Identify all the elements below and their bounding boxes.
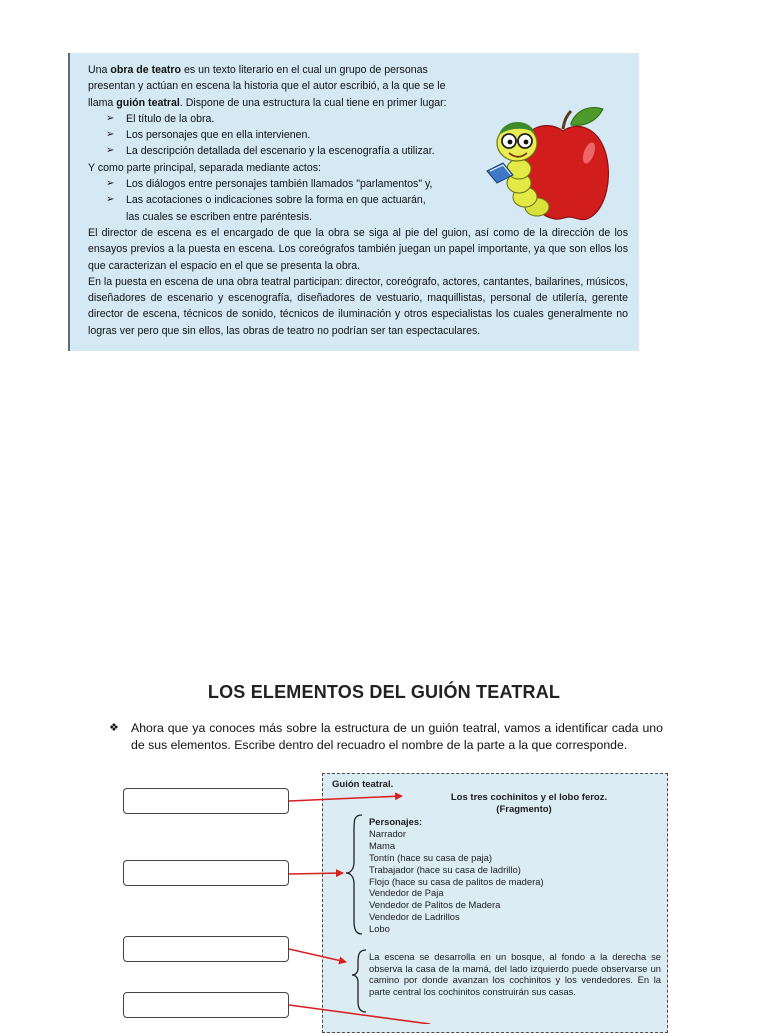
- intro-text-2: es un texto literario en el cual un grupo de personas presentan y actúan en escena la historia que el autor escribió, a la que se le llama: [88, 64, 446, 109]
- arrow-bullet-icon: ➢: [106, 129, 115, 141]
- answer-box-stage-direction[interactable]: [123, 936, 289, 962]
- character-item: Trabajador (hace su casa de ladrillo): [369, 863, 521, 875]
- answer-box-title[interactable]: [123, 788, 289, 814]
- character-item: Vendedor de Ladrillos: [369, 911, 460, 923]
- puesta-paragraph: En la puesta en escena de una obra teatral participan: director, coreógrafo, actores, cantantes, bailarines, músicos, diseñadores de escenario y escenografía, diseñadores de vestuario, maquillistas, personal de utilería, gerente director de escena, técnicos de sonido, técnicos de iluminación y otros especialistas los cuales generalmente no logras ver pero que sin ellos, las obras de teatro no podrían ser tan espectaculares.: [88, 275, 629, 337]
- intro-text-3: . Dispone de una estructura la cual tiene en primer lugar:: [179, 96, 447, 109]
- term-guion-teatral: guión teatral: [116, 96, 180, 109]
- acts-list: [88, 176, 481, 225]
- list-item: [106, 176, 481, 192]
- diamond-bullet-icon: ❖: [109, 722, 119, 734]
- character-item: Vendedor de Palitos de Madera: [369, 899, 501, 911]
- script-subtitle: (Fragmento): [496, 804, 552, 815]
- list-item-text: Las acotaciones o indicaciones sobre la forma en que actuarán,: [126, 194, 426, 207]
- arrow-bullet-icon: ➢: [106, 112, 115, 124]
- intro-paragraph: [88, 62, 471, 111]
- stage-direction: La escena se desarrolla en un bosque, al fondo a la derecha se observa la casa de la mamá, del lado izquierdo puede observarse un camino por donde avanzan los cochinitos y los vendedores. En la parte central los cochinitos construirán sus casas.: [369, 951, 661, 997]
- answer-box-characters[interactable]: [123, 860, 289, 886]
- info-box: [68, 53, 639, 351]
- character-item: Narrador: [369, 827, 406, 839]
- list-item-text: La descripción detallada del escenario y la escenografía a utilizar.: [126, 145, 435, 158]
- structure-list: [88, 111, 481, 160]
- script-title: Los tres cochinitos y el lobo feroz.: [450, 792, 608, 803]
- arrow-bullet-icon: ➢: [106, 178, 115, 190]
- arrow-bullet-icon: ➢: [106, 194, 115, 206]
- character-item: Lobo: [369, 923, 390, 935]
- section-title: LOS ELEMENTOS DEL GUIÓN TEATRAL: [207, 682, 561, 702]
- character-item: Mama: [369, 839, 396, 851]
- character-item: Flojo (hace su casa de palitos de madera): [369, 875, 544, 887]
- instruction-text: Ahora que ya conoces más sobre la estructura de un guión teatral, vamos a identificar cada uno de sus elementos. Escribe dentro del recuadro el nombre de la parte a la que corresponde.: [131, 721, 663, 752]
- list-item-text: Los personajes que en ella intervienen.: [126, 129, 311, 142]
- script-excerpt-box: [322, 773, 668, 1033]
- list-item: [106, 111, 481, 127]
- instruction: [109, 720, 663, 754]
- list-item: [106, 143, 481, 159]
- list-item-continuation: las cuales se escriben entre paréntesis.: [126, 210, 313, 223]
- term-obra-de-teatro: obra de teatro: [110, 64, 182, 76]
- middle-paragraph: Y como parte principal, separada mediante actos:: [88, 161, 322, 174]
- bookworm-apple-icon: [485, 105, 609, 223]
- director-paragraph: El director de escena es el encargado de que la obra se siga al pie del guion, así como de la dirección de los ensayos previos a la puesta en escena. Los coreógrafos también juegan un papel importante, ya que son ellos los que caracterizan el espacio en el que se presenta la obra.: [88, 226, 628, 272]
- answer-box-dialogue[interactable]: [123, 992, 289, 1018]
- characters-block: [369, 816, 544, 935]
- character-item: Tontín (hace su casa de paja): [369, 851, 492, 863]
- list-item-text: Los diálogos entre personajes también llamados "parlamentos" y,: [126, 178, 433, 191]
- characters-heading: Personajes:: [369, 816, 423, 827]
- script-label: Guión teatral.: [332, 779, 394, 790]
- character-item: Vendedor de Paja: [369, 887, 444, 899]
- list-item: [106, 192, 481, 225]
- list-item-text: El título de la obra.: [126, 112, 215, 125]
- intro-text-1: Una: [88, 64, 111, 76]
- list-item: [106, 127, 481, 143]
- arrow-bullet-icon: ➢: [106, 145, 115, 157]
